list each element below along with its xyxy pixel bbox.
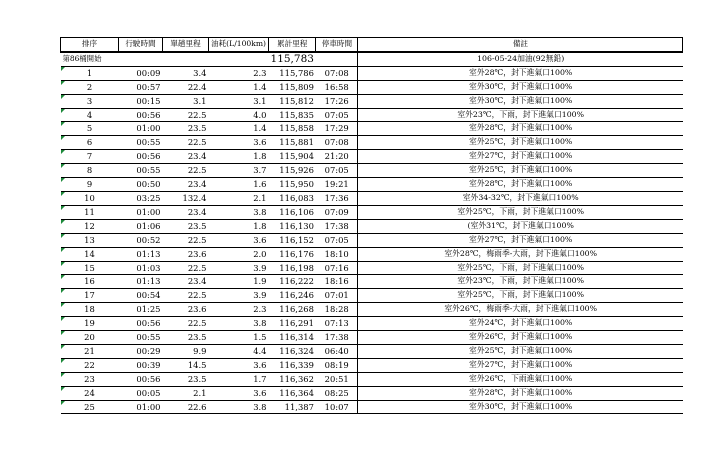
header-row [61, 38, 683, 52]
table-row [61, 233, 683, 247]
cell-note: 室外27℃，封下進氣口100% [358, 150, 683, 164]
cell-total-km: 115,858 [269, 122, 316, 136]
header-drive-time: 行駛時間 [119, 38, 163, 52]
cell-trip-km: 23.5 [163, 122, 209, 136]
cell-total-km: 116,246 [269, 289, 316, 303]
cell-drive-time: 01:13 [119, 247, 163, 261]
cell-drive-time: 00:57 [119, 80, 163, 94]
cell-drive-time: 01:06 [119, 219, 163, 233]
cell-trip-km: 132.4 [163, 191, 209, 205]
cell-seq: 4 [61, 108, 119, 122]
cell-park-time: 18:16 [316, 275, 358, 289]
cell-seq: 13 [61, 233, 119, 247]
cell-fuel: 2.3 [209, 66, 269, 80]
table-row [61, 247, 683, 261]
cell-drive-time: 00:55 [119, 136, 163, 150]
cell-fuel: 1.8 [209, 219, 269, 233]
cell-drive-time: 00:56 [119, 372, 163, 386]
cell-seq: 22 [61, 358, 119, 372]
cell-note: 室外26℃，梅雨季-大雨，封下進氣口100% [358, 303, 683, 317]
cell-seq: 16 [61, 275, 119, 289]
cell-note: 室外27℃，封下進氣口100% [358, 233, 683, 247]
table-row [61, 80, 683, 94]
start-total-km: 115,783 [270, 52, 314, 65]
cell-fuel: 1.8 [209, 150, 269, 164]
cell-trip-km: 22.5 [163, 108, 209, 122]
cell-total-km: 116,324 [269, 344, 316, 358]
cell-note: 室外25℃，封下進氣口100% [358, 164, 683, 178]
cell-seq: 3 [61, 94, 119, 108]
table-row [61, 150, 683, 164]
cell-seq: 10 [61, 191, 119, 205]
cell-total-km: 116,364 [269, 386, 316, 400]
cell-total-km: 115,926 [269, 164, 316, 178]
fuel-log-table [60, 37, 683, 414]
table-cell [119, 52, 163, 66]
table-row [61, 331, 683, 345]
cell-fuel: 1.9 [209, 275, 269, 289]
cell-drive-time: 00:05 [119, 386, 163, 400]
cell-note: 室外28℃，封下進氣口100% [358, 122, 683, 136]
cell-fuel: 1.7 [209, 372, 269, 386]
cell-park-time: 08:25 [316, 386, 358, 400]
cell-total-km: 116,176 [269, 247, 316, 261]
cell-fuel: 3.6 [209, 358, 269, 372]
cell-fuel: 4.4 [209, 344, 269, 358]
table-row [61, 108, 683, 122]
table-row [61, 344, 683, 358]
cell-drive-time: 01:00 [119, 122, 163, 136]
cell-park-time: 19:21 [316, 178, 358, 192]
table-row [61, 372, 683, 386]
cell-seq: 20 [61, 331, 119, 345]
cell-seq: 1 [61, 66, 119, 80]
table-row [61, 317, 683, 331]
cell-total-km: 116,152 [269, 233, 316, 247]
cell-seq: 12 [61, 219, 119, 233]
cell-total-km: 116,314 [269, 331, 316, 345]
cell-trip-km: 22.5 [163, 164, 209, 178]
cell-note: 室外23℃，下雨，封下進氣口100% [358, 275, 683, 289]
header-park-time: 停車時間 [316, 38, 358, 52]
table-row [61, 191, 683, 205]
cell-park-time: 06:40 [316, 344, 358, 358]
table-row [61, 136, 683, 150]
cell-park-time: 21:20 [316, 150, 358, 164]
cell-total-km: 116,083 [269, 191, 316, 205]
table-row [61, 358, 683, 372]
cell-drive-time: 00:09 [119, 66, 163, 80]
cell-trip-km: 23.4 [163, 205, 209, 219]
cell-fuel: 1.4 [209, 122, 269, 136]
table-cell [316, 52, 358, 66]
cell-seq: 11 [61, 205, 119, 219]
cell-note: 室外26℃，下雨進氣口100% [358, 372, 683, 386]
cell-park-time: 17:29 [316, 122, 358, 136]
cell-note: 室外30℃，封下進氣口100% [358, 400, 683, 414]
cell-drive-time: 03:25 [119, 191, 163, 205]
cell-park-time: 17:26 [316, 94, 358, 108]
table-row [61, 386, 683, 400]
cell-fuel: 3.1 [209, 94, 269, 108]
cell-fuel: 3.8 [209, 317, 269, 331]
cell-drive-time: 00:29 [119, 344, 163, 358]
cell-drive-time: 00:56 [119, 317, 163, 331]
cell-note: 室外25℃，下雨，封下進氣口100% [358, 205, 683, 219]
cell-total-km: 116,339 [269, 358, 316, 372]
header-trip-km: 單趟里程 [163, 38, 209, 52]
cell-total-km: 11,387 [269, 400, 316, 414]
cell-fuel: 1.4 [209, 80, 269, 94]
cell-note: 室外26℃，封下進氣口100% [358, 331, 683, 345]
cell-note: 室外28℃，封下進氣口100% [358, 66, 683, 80]
cell-trip-km: 23.5 [163, 331, 209, 345]
cell-seq: 15 [61, 261, 119, 275]
cell-note: 室外28℃，封下進氣口100% [358, 386, 683, 400]
cell-note: 室外25℃，封下進氣口100% [358, 344, 683, 358]
cell-seq: 24 [61, 386, 119, 400]
header-total-km: 累計里程 [269, 38, 316, 52]
cell-fuel: 1.5 [209, 331, 269, 345]
cell-note: 室外24℃，封下進氣口100% [358, 317, 683, 331]
cell-trip-km: 14.5 [163, 358, 209, 372]
cell-note: (室外31℃，封下進氣口100% [358, 219, 683, 233]
cell-drive-time: 00:15 [119, 94, 163, 108]
table-cell [209, 52, 269, 66]
table-row [61, 205, 683, 219]
cell-park-time: 07:16 [316, 261, 358, 275]
cell-trip-km: 3.1 [163, 94, 209, 108]
cell-park-time: 10:07 [316, 400, 358, 414]
cell-park-time: 07:08 [316, 66, 358, 80]
cell-park-time: 07:05 [316, 164, 358, 178]
cell-drive-time: 01:00 [119, 400, 163, 414]
cell-total-km: 115,809 [269, 80, 316, 94]
table-row [61, 122, 683, 136]
cell-drive-time: 00:54 [119, 289, 163, 303]
cell-drive-time: 01:25 [119, 303, 163, 317]
cell-trip-km: 22.5 [163, 261, 209, 275]
table-row [61, 178, 683, 192]
cell-seq: 14 [61, 247, 119, 261]
header-seq: 排序 [61, 38, 119, 52]
table-row [61, 66, 683, 80]
cell-total-km: 116,106 [269, 205, 316, 219]
cell-trip-km: 23.4 [163, 275, 209, 289]
cell-note: 室外25℃，下雨，封下進氣口100% [358, 261, 683, 275]
cell-trip-km: 22.5 [163, 317, 209, 331]
start-label: 第86桶開始 [61, 52, 119, 66]
header-notes: 備註 [358, 38, 683, 52]
cell-fuel: 3.6 [209, 386, 269, 400]
cell-park-time: 08:19 [316, 358, 358, 372]
cell-total-km: 115,881 [269, 136, 316, 150]
fuel-log-sheet [60, 37, 683, 414]
cell-trip-km: 22.5 [163, 136, 209, 150]
cell-trip-km: 23.5 [163, 372, 209, 386]
cell-note: 室外30℃，封下進氣口100% [358, 80, 683, 94]
cell-seq: 18 [61, 303, 119, 317]
cell-total-km: 115,812 [269, 94, 316, 108]
cell-drive-time: 00:55 [119, 164, 163, 178]
cell-fuel: 2.3 [209, 303, 269, 317]
cell-fuel: 3.6 [209, 136, 269, 150]
cell-seq: 6 [61, 136, 119, 150]
cell-seq: 21 [61, 344, 119, 358]
cell-drive-time: 01:13 [119, 275, 163, 289]
cell-note: 室外23℃，下雨，封下進氣口100% [358, 108, 683, 122]
cell-drive-time: 00:50 [119, 178, 163, 192]
cell-fuel: 3.6 [209, 233, 269, 247]
cell-trip-km: 3.4 [163, 66, 209, 80]
cell-trip-km: 22.5 [163, 233, 209, 247]
table-cell [163, 52, 209, 66]
table-row [61, 219, 683, 233]
cell-fuel: 2.1 [209, 191, 269, 205]
cell-trip-km: 23.4 [163, 150, 209, 164]
cell-drive-time: 00:52 [119, 233, 163, 247]
cell-fuel: 3.8 [209, 400, 269, 414]
table-row [61, 164, 683, 178]
cell-fuel: 3.9 [209, 261, 269, 275]
cell-seq: 8 [61, 164, 119, 178]
cell-trip-km: 23.4 [163, 178, 209, 192]
cell-seq: 25 [61, 400, 119, 414]
cell-total-km: 115,786 [269, 66, 316, 80]
cell-seq: 17 [61, 289, 119, 303]
cell-drive-time: 00:39 [119, 358, 163, 372]
cell-total-km: 115,950 [269, 178, 316, 192]
cell-drive-time: 01:00 [119, 205, 163, 219]
cell-park-time: 17:38 [316, 219, 358, 233]
cell-park-time: 17:36 [316, 191, 358, 205]
cell-fuel: 4.0 [209, 108, 269, 122]
cell-drive-time: 00:56 [119, 150, 163, 164]
cell-park-time: 07:08 [316, 136, 358, 150]
start-row [61, 52, 683, 66]
cell-trip-km: 23.6 [163, 247, 209, 261]
table-row [61, 289, 683, 303]
cell-drive-time: 00:56 [119, 108, 163, 122]
table-row [61, 261, 683, 275]
cell-park-time: 07:05 [316, 108, 358, 122]
cell-fuel: 1.6 [209, 178, 269, 192]
cell-trip-km: 23.5 [163, 219, 209, 233]
cell-total-km: 115,835 [269, 108, 316, 122]
cell-fuel: 3.7 [209, 164, 269, 178]
cell-note: 室外34-32℃，封下進氣口100% [358, 191, 683, 205]
cell-fuel: 3.8 [209, 205, 269, 219]
cell-trip-km: 22.6 [163, 400, 209, 414]
cell-seq: 23 [61, 372, 119, 386]
cell-trip-km: 23.6 [163, 303, 209, 317]
header-fuel-consumption: 油耗(L/100km) [209, 38, 269, 52]
cell-park-time: 20:51 [316, 372, 358, 386]
cell-seq: 5 [61, 122, 119, 136]
cell-park-time: 07:05 [316, 233, 358, 247]
cell-park-time: 16:58 [316, 80, 358, 94]
cell-trip-km: 22.5 [163, 289, 209, 303]
cell-trip-km: 2.1 [163, 386, 209, 400]
cell-park-time: 07:01 [316, 289, 358, 303]
table-row [61, 275, 683, 289]
cell-note: 室外28℃，封下進氣口100% [358, 178, 683, 192]
cell-seq: 2 [61, 80, 119, 94]
cell-total-km: 116,222 [269, 275, 316, 289]
cell-park-time: 07:09 [316, 205, 358, 219]
cell-seq: 9 [61, 178, 119, 192]
cell-note: 室外27℃，封下進氣口100% [358, 358, 683, 372]
table-row [61, 303, 683, 317]
cell-note: 室外25℃，封下進氣口100% [358, 136, 683, 150]
cell-fuel: 2.0 [209, 247, 269, 261]
cell-seq: 19 [61, 317, 119, 331]
cell-drive-time: 01:03 [119, 261, 163, 275]
cell-drive-time: 00:55 [119, 331, 163, 345]
cell-note: 室外28℃，梅雨季-大雨，封下進氣口100% [358, 247, 683, 261]
cell-total-km: 115,904 [269, 150, 316, 164]
cell-total-km: 116,198 [269, 261, 316, 275]
cell-park-time: 07:13 [316, 317, 358, 331]
cell-total-km: 116,268 [269, 303, 316, 317]
cell-park-time: 18:28 [316, 303, 358, 317]
table-row [61, 94, 683, 108]
cell-total-km: 116,130 [269, 219, 316, 233]
table-row [61, 400, 683, 414]
cell-note: 室外30℃，封下進氣口100% [358, 94, 683, 108]
cell-park-time: 17:38 [316, 331, 358, 345]
cell-note: 室外25℃，下雨，封下進氣口100% [358, 289, 683, 303]
cell-trip-km: 22.4 [163, 80, 209, 94]
cell-fuel: 3.9 [209, 289, 269, 303]
cell-trip-km: 9.9 [163, 344, 209, 358]
cell-total-km: 116,362 [269, 372, 316, 386]
cell-total-km: 116,291 [269, 317, 316, 331]
start-note: 106-05-24加油(92無鉛) [358, 52, 683, 66]
cell-seq: 7 [61, 150, 119, 164]
cell-park-time: 18:10 [316, 247, 358, 261]
